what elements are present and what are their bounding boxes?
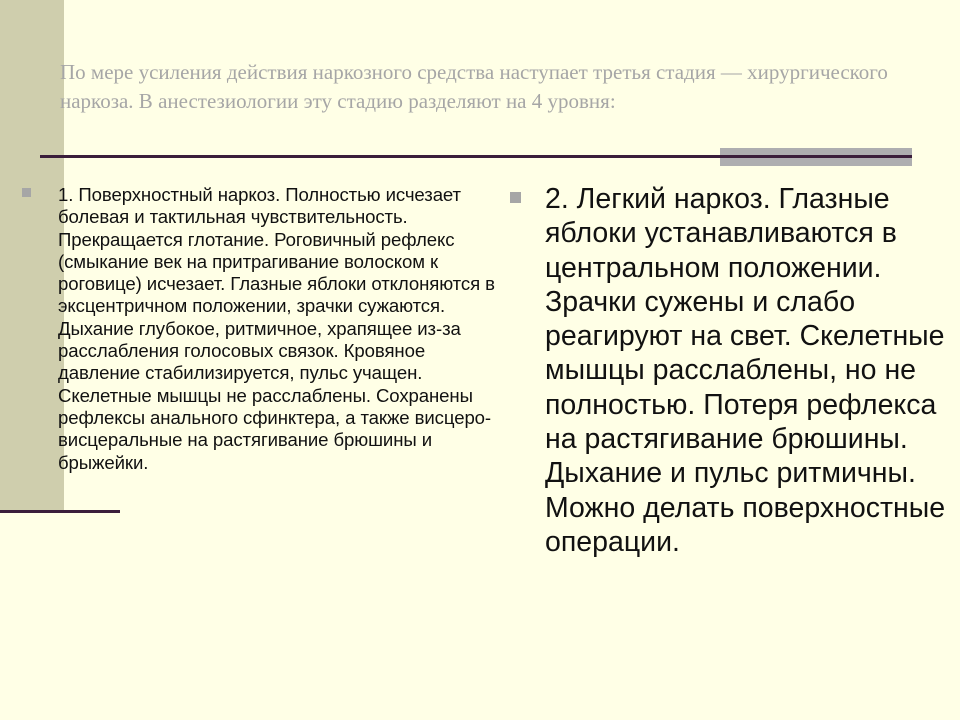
title-divider-line	[40, 155, 912, 158]
decorative-side-bar	[0, 0, 64, 512]
bullet-level-1-text: 1. Поверхностный наркоз. Полностью исчезает болевая и тактильная чувствительность. Прекращается глотание. Роговичный рефлекс (смыкание век на притрагивание волоском к роговице) исчезает. Глазные яблоки отклоняются в эксцентричном положении, зрачки сужаются. Дыхание глубокое, ритмичное, храпящее из-за расслабления голосовых связок. Кровяное давление стабилизируется, пульс учащен. Скелетные мышцы не расслаблены. Сохранены рефлексы анального сфинктера, а также висцеро-висцеральные на растягивание брюшины и брыжейки.	[58, 184, 495, 473]
bottom-accent-line	[0, 510, 120, 513]
bullet-marker-icon	[510, 192, 521, 203]
bullet-level-2-text: 2. Легкий наркоз. Глазные яблоки устанавливаются в центральном положении. Зрачки сужены и слабо реагируют на свет. Скелетные мышцы расслаблены, но не полностью. Потеря рефлекса на растягивание брюшины. Дыхание и пульс ритмичны. Можно делать поверхностные операции.	[545, 183, 946, 558]
bullet-marker-icon	[22, 188, 31, 197]
slide-title: По мере усиления действия наркозного средства наступает третья стадия — хирургического наркоза. В анестезиологии эту стадию разделяют на 4 уровня:	[60, 60, 888, 113]
